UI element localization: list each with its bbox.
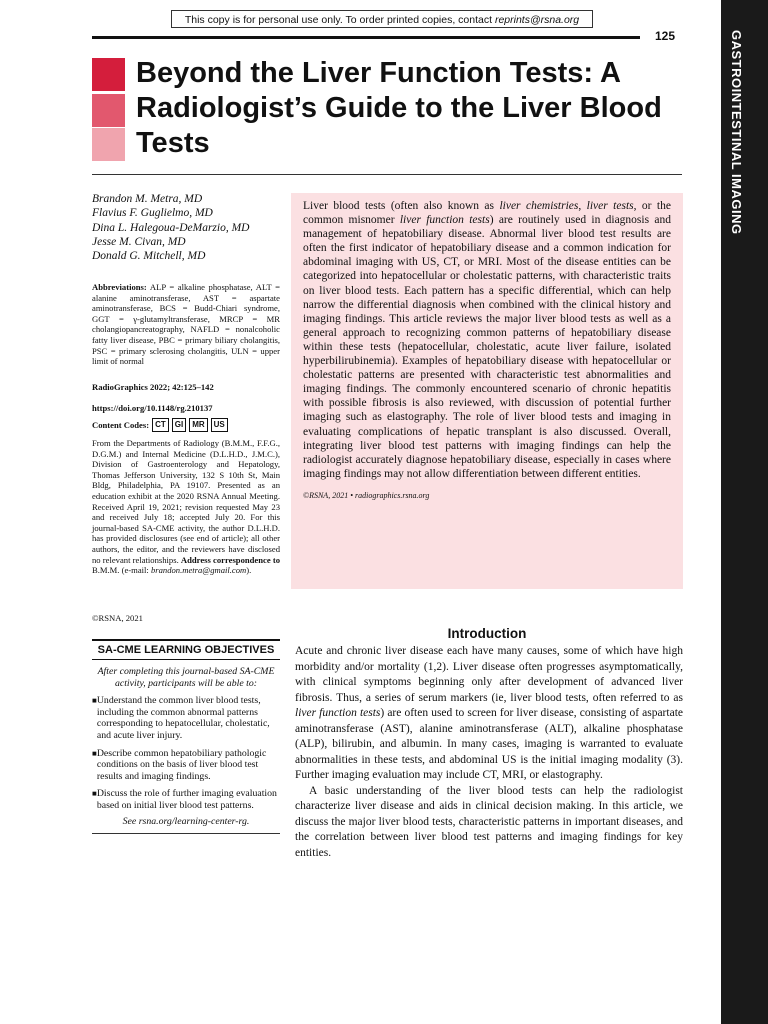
- affiliation-note: [92, 438, 280, 576]
- address-end: ).: [246, 565, 252, 576]
- section-sidebar: [721, 0, 768, 1024]
- sacme-intro: After completing this journal-based SA-CME activity, participants will be able to:: [97, 666, 275, 689]
- title-accent-square-medium: [92, 94, 125, 127]
- learning-objective: [92, 748, 280, 783]
- abstract-emphasis: liver chemistries: [499, 200, 579, 212]
- paragraph-text: Acute and chronic liver disease each have many causes, some of which have high morbidity and/or mortality (1,2). Liver disease often progresses asymptomatically, with clinical symptoms beginning only after development of advanced liver fibrosis. Thus, a series of serum markers (ie, liver blood tests, often referred to as: [295, 645, 683, 704]
- abstract-part: , or the common misnomer: [303, 200, 671, 227]
- content-codes-label: Content Codes:: [92, 420, 150, 430]
- square-bullet-icon: ■: [92, 789, 97, 799]
- abstract-part: ) are routinely used in diagnosis and management of hepatobiliary disease. Abnormal liver blood test results are often the first indicator of hepatobiliary disease and a common indication for abdominal imaging with US, CT, or MRI. Most of the disease entities can be categorized into hepatocellular or cholestatic patterns, with characteristic traits on liver blood tests. Each pattern has a specific differential, which can help narrow the differential diagnosis when combined with the clinical history and imaging findings. This article reviews the major liver blood tests as well as a general approach to recognizing common patterns of hepatobiliary disease within these tests (hepatocellular, cholestatic, acute liver failure, isolated hyperbilirubinemia). Examples of hepatobiliary disease with hepatocellular or cholestatic patterns are presented with characteristic test abnormalities and imaging findings. The commonly encountered scenario of chronic hepatitis with possible fibrosis is also reviewed, with discussion of potential further imaging such as elastography. The role of liver blood tests and imaging in evaluating complications of hepatic transplant is also discussed. Overall, integrating liver blood test patterns with imaging findings can help the radiologist accurately diagnose hepatobiliary disease, especially in cases where imaging findings may not allow differentiation between different entities.: [303, 214, 671, 480]
- page-number: 125: [655, 29, 676, 43]
- content-codes: [92, 418, 228, 432]
- objective-text: Discuss the role of further imaging evaluation based on initial liver blood test patterns.: [96, 788, 277, 811]
- sacme-bottom-rule: [92, 833, 280, 834]
- address-label: Address correspondence to: [180, 554, 280, 565]
- doi-link[interactable]: https://doi.org/10.1148/rg.210137: [92, 403, 213, 413]
- content-code-badge: CT: [152, 418, 169, 432]
- paragraph-text: ) are often used to screen for liver disease, consisting of aspartate aminotransferase (AST), alanine aminotransferase (ALT), alkaline phosphatase (ALP), bilirubin, and albumin. In many cases, imaging is warranted to evaluate abnormalities in these tests, and abdominal US is the initial imaging modality (3). Further imaging evaluation may include CT, MRI, or elastography.: [295, 707, 683, 781]
- author-email-link[interactable]: brandon.metra@gmail.com: [150, 565, 247, 576]
- sacme-heading: SA-CME LEARNING OBJECTIVES: [92, 639, 280, 660]
- author: Dina L. Halegoua-DeMarzio, MD: [92, 221, 250, 234]
- sacme-objectives: [92, 639, 280, 834]
- notice-text: This copy is for personal use only. To order printed copies, contact: [184, 14, 495, 26]
- abbreviations-text: ALP = alkaline phosphatase, ALT = alanine aminotransferase, AST = aspartate aminotransferase, BCS = Budd-Chiari syndrome, GGT = γ-glutamyltransferase, MRCP = MR cholangiopancreatography, NAFLD = nonalcoholic fatty liver disease, PBC = primary biliary cholangitis, PSC = primary sclerosing cholangitis, ULN = upper limit of normal: [92, 282, 280, 367]
- abbreviations: [92, 282, 280, 367]
- abstract-emphasis: liver function tests: [399, 214, 490, 227]
- author: Donald G. Mitchell, MD: [92, 250, 206, 263]
- author-list: [92, 192, 282, 263]
- objective-text: Describe common hepatobiliary pathologic conditions on the basis of liver blood test results and imaging findings.: [96, 747, 267, 782]
- paragraph-emphasis: liver function tests: [295, 707, 381, 719]
- paragraph: A basic understanding of the liver blood tests can help the radiologist characterize liver disease and aids in clinical decision making. In this article, we discuss the major liver blood tests, characteristic patterns in important diseases, and the correlation between liver blood test patterns and imaging findings for key entities.: [295, 784, 683, 859]
- abbreviations-label: Abbreviations:: [92, 282, 147, 292]
- author: Flavius F. Guglielmo, MD: [92, 207, 213, 220]
- square-bullet-icon: ■: [92, 696, 97, 706]
- abstract-part: Liver blood tests (often also known as: [303, 200, 500, 212]
- reprint-email-link[interactable]: reprints@rsna.org: [494, 14, 580, 26]
- objective-text: Understand the common liver blood tests, including the common abnormal patterns corresponding to hepatocellular, cholestatic, and acute liver injury.: [96, 695, 270, 741]
- citation: RadioGraphics 2022; 42:125–142: [92, 382, 214, 392]
- learning-objective: [92, 788, 280, 811]
- header-rule: [92, 36, 640, 39]
- abstract-text: [303, 199, 671, 481]
- author: Brandon M. Metra, MD: [92, 193, 203, 205]
- address-text: B.M.M. (e-mail:: [92, 565, 151, 576]
- title-rule: [92, 174, 682, 175]
- learning-objective: [92, 695, 280, 741]
- paragraph: [295, 644, 683, 784]
- abstract-box: [291, 193, 683, 589]
- affiliation-text: From the Departments of Radiology (B.M.M., F.F.G., D.G.M.) and Internal Medicine (D.L.H.D., J.M.C.), Division of Gastroenterology and Hepatology, Thomas Jefferson University, 132 S 10th St, Main Bldg, Philadelphia, PA 19107. Presented as an education exhibit at the 2020 RSNA Annual Meeting. Received April 19, 2021; revision requested May 23 and received July 18; accepted July 20. For this journal-based SA-CME activity, the author D.L.H.D. has provided disclosures (see end of article); all other authors, the editor, and the reviewers have disclosed no relevant relationships.: [92, 438, 280, 565]
- abstract-emphasis: liver tests: [586, 200, 634, 212]
- reprint-notice: [171, 10, 593, 28]
- section-label: GASTROINTESTINAL IMAGING: [729, 30, 744, 235]
- introduction-body: [295, 644, 683, 861]
- content-code-badge: MR: [189, 418, 207, 432]
- abstract-copyright: ©RSNA, 2021 • radiographics.rsna.org: [303, 490, 430, 500]
- learning-center-link[interactable]: See rsna.org/learning-center-rg.: [122, 815, 250, 827]
- title-accent-square-dark: [92, 58, 125, 91]
- abstract-part: ,: [578, 200, 587, 212]
- content-code-badge: GI: [172, 418, 186, 432]
- author: Jesse M. Civan, MD: [92, 235, 186, 248]
- title-accent-square-light: [92, 128, 125, 161]
- introduction-heading: Introduction: [447, 626, 527, 641]
- copyright-left: ©RSNA, 2021: [92, 613, 143, 623]
- article-title: Beyond the Liver Function Tests: A Radiologist’s Guide to the Liver Blood Tests: [136, 57, 662, 159]
- content-code-badge: US: [211, 418, 228, 432]
- square-bullet-icon: ■: [92, 748, 97, 758]
